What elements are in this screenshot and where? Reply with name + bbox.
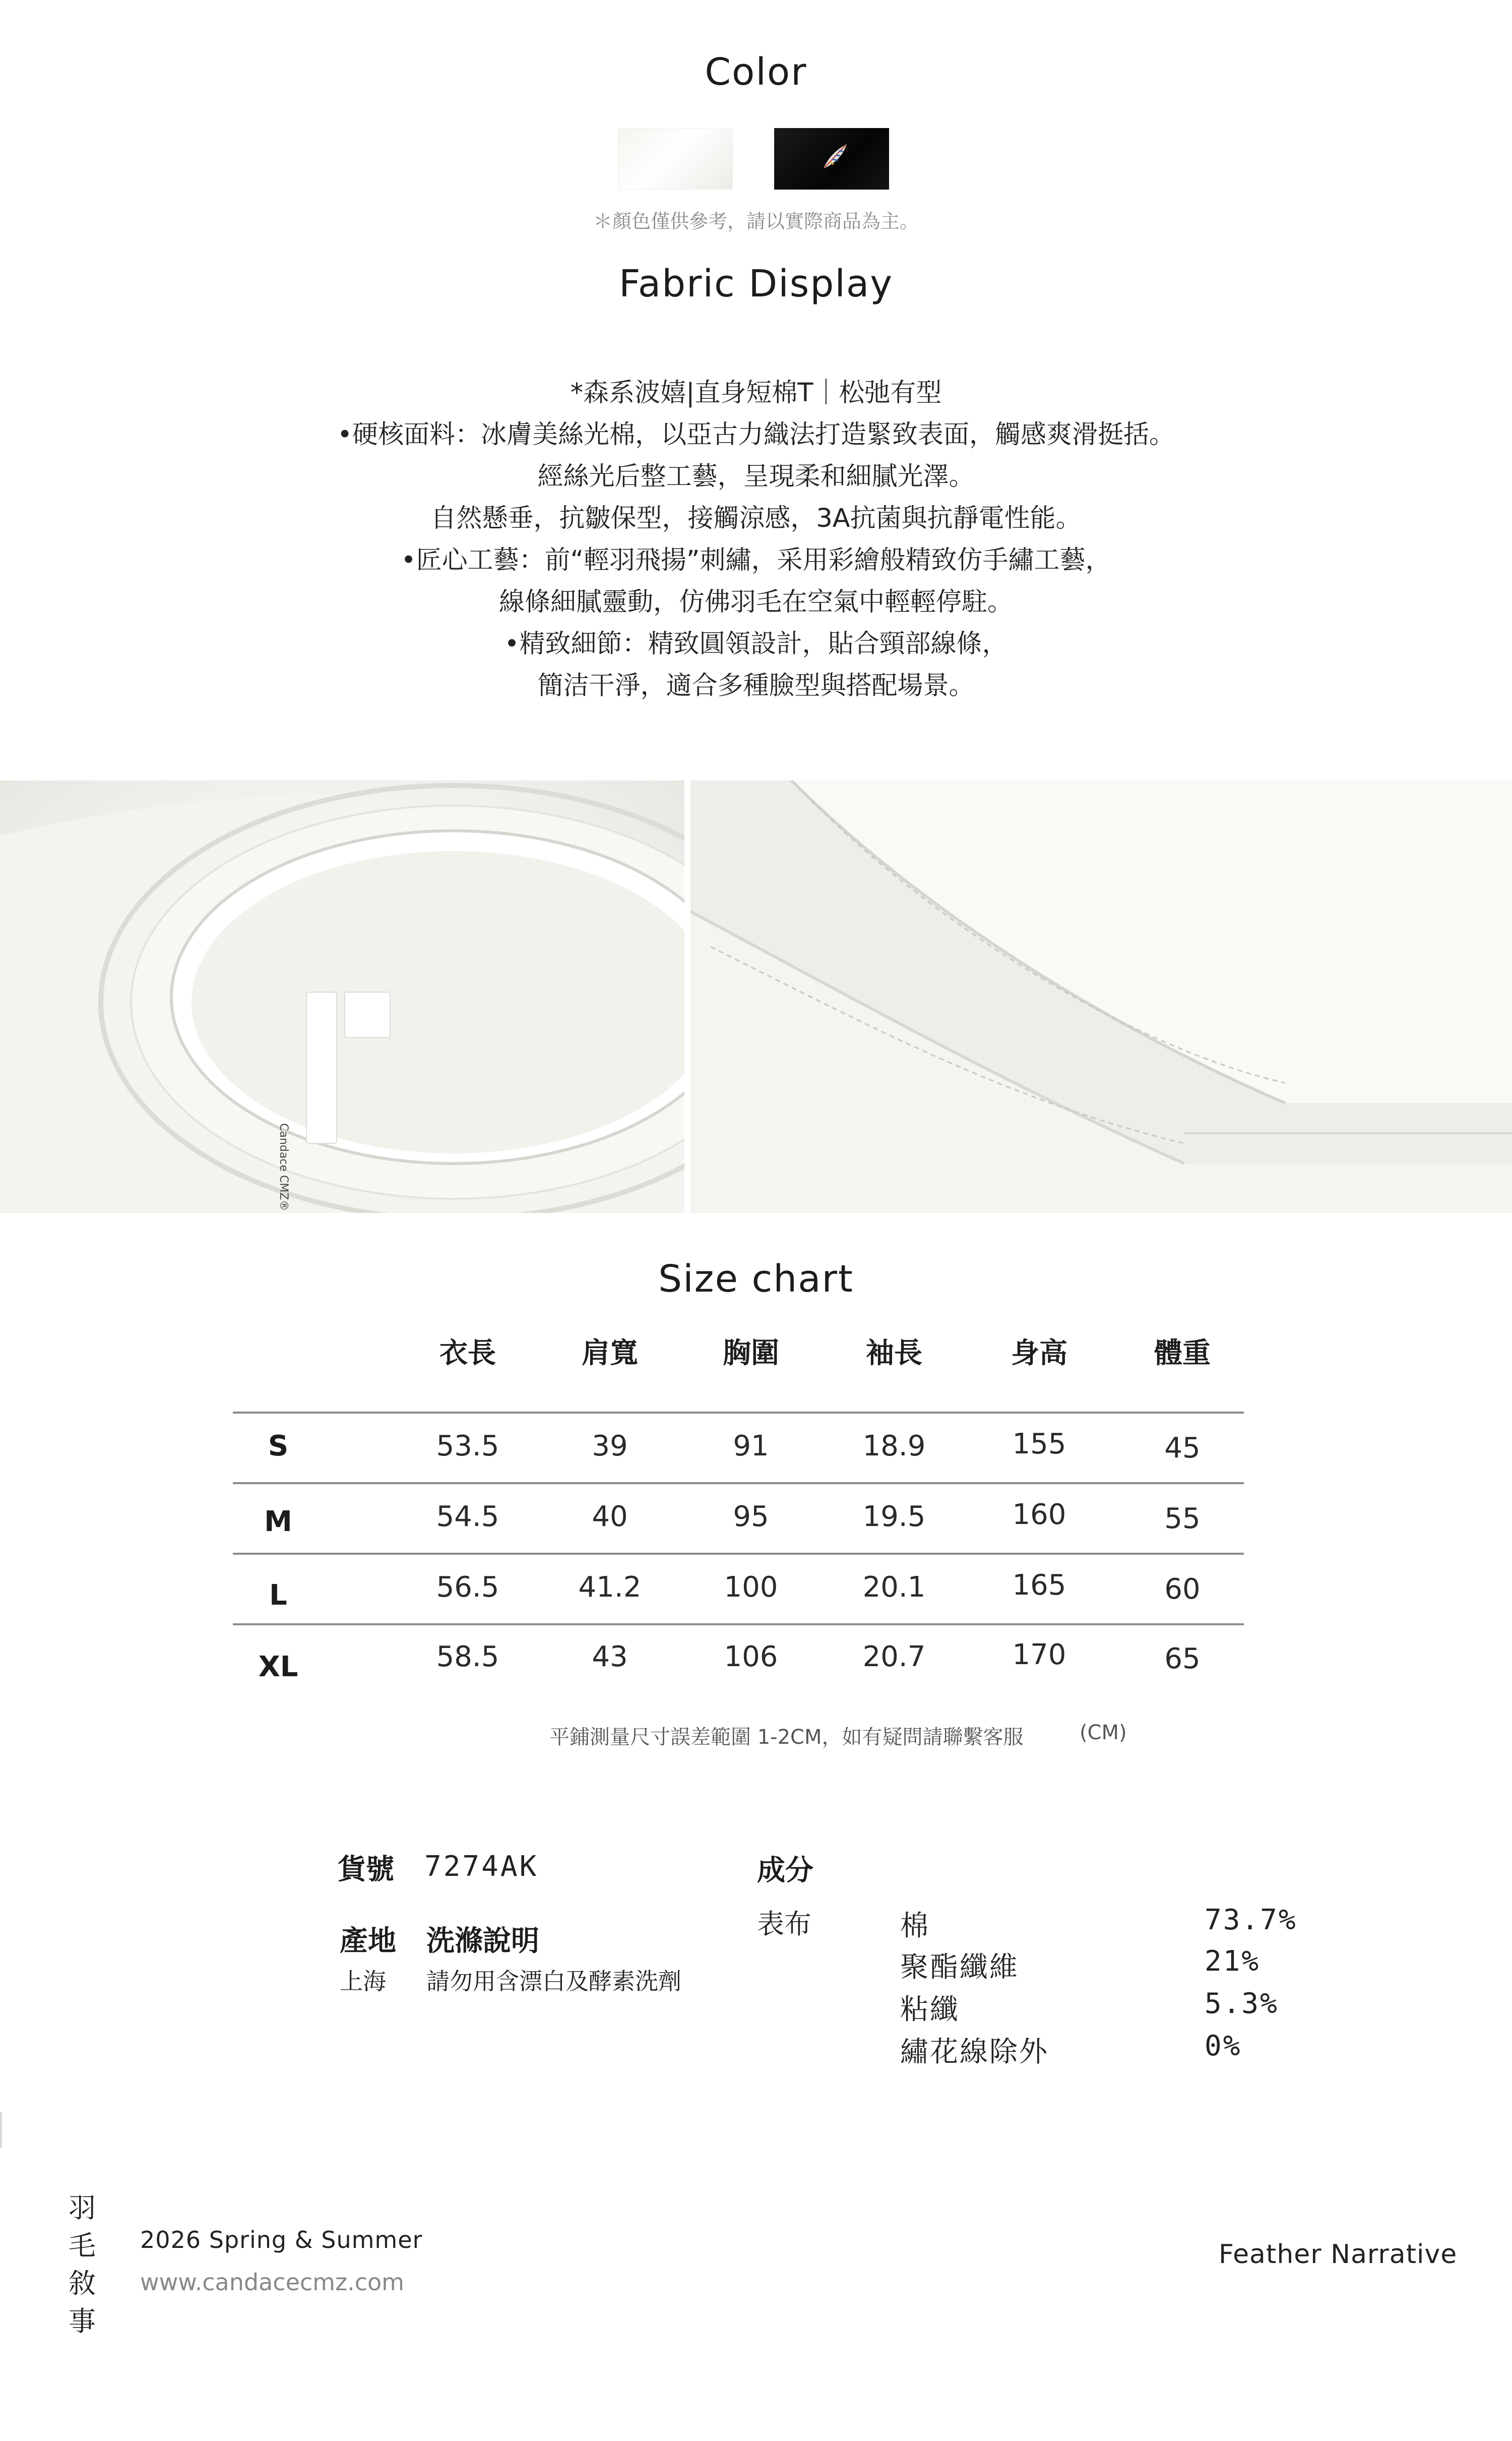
size-label: XL [258, 1651, 298, 1683]
description-line: •硬核面料：冰膚美絲光棉，以亞古力織法打造緊致表面，觸感爽滑挺括。 [337, 420, 1175, 450]
table-cell: 58.5 [436, 1640, 499, 1673]
hem-detail-photo [690, 780, 1512, 1213]
season-label: 2026 Spring & Summer [140, 2226, 423, 2253]
website-link[interactable]: www.candacecmz.com [140, 2269, 404, 2296]
white-swatch[interactable] [618, 128, 733, 190]
header-sleeve: 袖長 [866, 1337, 922, 1370]
description-line: •匠心工藝：前“輕羽飛揚”刺繡，采用彩繪般精致仿手繡工藝， [401, 545, 1111, 575]
origin-value: 上海 [340, 1968, 386, 1995]
table-cell: 40 [592, 1500, 628, 1533]
table-cell: 19.5 [862, 1500, 926, 1533]
table-cell: 60 [1164, 1573, 1201, 1606]
material-name: 粘纖 [900, 1993, 960, 2026]
material-percentage: 5.3% [1205, 1987, 1279, 2020]
hem-illustration [690, 780, 1512, 1213]
fabric-title: Fabric Display [618, 262, 894, 306]
color-title: Color [705, 50, 807, 94]
table-cell: 20.7 [862, 1640, 926, 1673]
table-row [233, 1412, 1244, 1482]
description-line: *森系波嬉|直身短棉T｜松弛有型 [570, 378, 942, 408]
material-percentage: 0% [1205, 2030, 1242, 2062]
collar-detail-photo [0, 780, 684, 1213]
material-percentage: 73.7% [1205, 1904, 1297, 1936]
table-cell: 106 [724, 1640, 778, 1673]
brand-vertical-name [65, 2189, 100, 2340]
composition-label: 成分 [757, 1854, 813, 1887]
table-cell: 65 [1164, 1642, 1201, 1675]
size-label: L [269, 1579, 287, 1612]
black-swatch[interactable] [774, 128, 889, 190]
table-cell: 41.2 [578, 1571, 642, 1604]
table-cell: 56.5 [436, 1571, 499, 1604]
outer-fabric-label: 表布 [757, 1908, 811, 1940]
table-cell: 18.9 [862, 1430, 926, 1462]
size-table [233, 1331, 1244, 1684]
table-cell: 20.1 [862, 1571, 926, 1604]
item-number: 7274AK [424, 1850, 539, 1883]
table-cell: 45 [1164, 1432, 1201, 1464]
fabric-description [0, 372, 1512, 707]
origin-label: 產地 [340, 1925, 396, 1958]
table-cell: 165 [1012, 1569, 1066, 1602]
material-name: 棉 [900, 1910, 930, 1942]
size-label: S [268, 1430, 289, 1462]
measurement-note: 平鋪測量尺寸誤差範圍 1-2CM，如有疑問請聯繫客服 [549, 1726, 1024, 1749]
header-height: 身高 [1011, 1337, 1067, 1370]
table-cell: 55 [1164, 1502, 1201, 1535]
care-label: 洗滌說明 [426, 1925, 539, 1958]
edge-divider [0, 2112, 2, 2148]
item-number-label: 貨號 [338, 1853, 394, 1886]
material-name: 聚酯纖維 [900, 1951, 1019, 1984]
description-line: 線條細膩靈動，仿佛羽毛在空氣中輕輕停駐。 [498, 587, 1013, 617]
table-cell: 155 [1012, 1428, 1066, 1460]
care-instructions: 請勿用含漂白及酵素洗劑 [426, 1968, 681, 1995]
table-cell: 95 [733, 1500, 769, 1533]
brand-char: 敘 [69, 2268, 96, 2299]
table-row [233, 1482, 1244, 1553]
table-cell: 39 [592, 1430, 628, 1462]
table-cell: 43 [592, 1640, 628, 1673]
collar-illustration [0, 780, 684, 1213]
header-length: 衣長 [439, 1337, 496, 1370]
unit-label: (CM) [1080, 1721, 1127, 1744]
material-percentage: 21% [1205, 1945, 1261, 1978]
description-line: 經絲光后整工藝，呈現柔和細膩光澤。 [537, 462, 975, 492]
table-cell: 53.5 [436, 1430, 499, 1462]
brand-char: 毛 [69, 2230, 96, 2262]
description-line: •精致細節：精致圓領設計，貼合頸部線條， [504, 629, 1008, 659]
table-cell: 100 [724, 1571, 778, 1604]
size-chart-title: Size chart [658, 1257, 854, 1301]
brand-char: 事 [69, 2305, 96, 2337]
feather-embroidery-icon [817, 139, 853, 174]
size-label: M [264, 1505, 292, 1538]
material-name: 繡花線除外 [900, 2036, 1049, 2068]
color-disclaimer: ＊顏色僅供參考，請以實際商品為主。 [593, 210, 919, 232]
table-row [233, 1553, 1244, 1623]
table-row [233, 1623, 1244, 1694]
brand-neck-label: Candace CMZ® [277, 1123, 290, 1211]
description-line: 自然懸垂，抗皺保型，接觸涼感，3A抗菌與抗靜電性能。 [430, 504, 1082, 533]
header-chest: 胸圍 [723, 1337, 779, 1370]
header-weight: 體重 [1154, 1337, 1211, 1370]
table-cell: 160 [1012, 1498, 1066, 1531]
header-shoulder: 肩寬 [582, 1337, 638, 1370]
table-cell: 54.5 [436, 1500, 499, 1533]
collection-name: Feather Narrative [1219, 2239, 1458, 2270]
table-cell: 170 [1012, 1638, 1066, 1671]
description-line: 簡洁干淨，適合多種臉型與搭配場景。 [537, 671, 975, 701]
brand-char: 羽 [69, 2192, 96, 2224]
table-cell: 91 [733, 1430, 769, 1462]
